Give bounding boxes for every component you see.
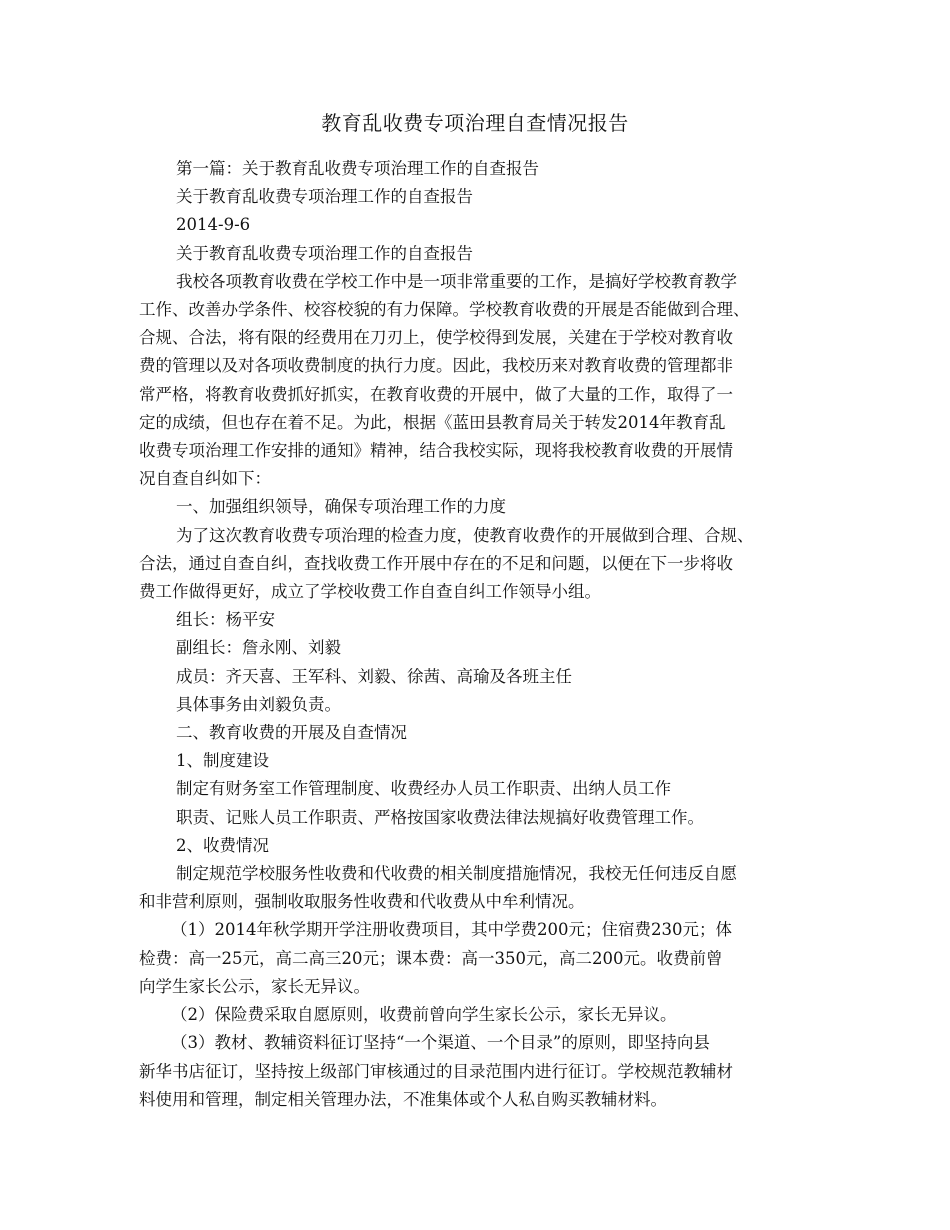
subsection-heading: 1、制度建设: [176, 751, 269, 771]
paragraph-line: 工作、改善办学条件、校容校貌的有力保障。学校教育收费的开展是否能做到合理、: [139, 300, 750, 320]
list-item-line: （3）教材、教辅资料征订坚持“一个渠道、一个目录”的原则，即坚持向县: [171, 1033, 710, 1053]
paragraph-line: 和非营利原则，强制收取服务性收费和代收费从中牟利情况。: [139, 892, 585, 912]
paragraph-line: 职责、记账人员工作职责、严格按国家收费法律法规搞好收费管理工作。: [176, 807, 704, 827]
paragraph-line: 向学生家长公示，家长无异议。: [139, 976, 370, 996]
members-line: 成员：齐天喜、王军科、刘毅、徐茜、高瑜及各班主任: [176, 666, 572, 686]
subsection-heading: 2、收费情况: [176, 835, 269, 855]
section-heading-part-one: 第一篇：关于教育乱收费专项治理工作的自查报告: [176, 159, 539, 178]
team-leader-line: 组长：杨平安: [176, 610, 275, 630]
paragraph-line: 新华书店征订，坚持按上级部门审核通过的目录范围内进行征订。学校规范教辅材: [139, 1061, 733, 1081]
paragraph-line: 为了这次教育收费专项治理的检查力度，使教育收费作的开展做到合理、合规、: [176, 525, 754, 545]
section-heading: 二、教育收费的开展及自查情况: [176, 723, 407, 743]
report-date: 2014-9-6: [176, 215, 251, 235]
paragraph-line: 定的成绩，但也存在着不足。为此，根据《蓝田县教育局关于转发2014年教育乱: [139, 412, 726, 432]
deputy-leader-line: 副组长：詹永刚、刘毅: [176, 638, 341, 658]
list-item-line: （2）保险费采取自愿原则，收费前曾向学生家长公示，家长无异议。: [171, 1005, 677, 1025]
report-heading: 关于教育乱收费专项治理工作的自查报告: [176, 243, 473, 263]
paragraph-line: 合法，通过自查自纠，查找收费工作开展中存在的不足和问题，以便在下一步将收: [139, 553, 733, 573]
paragraph-line: 况自查自纠如下：: [139, 469, 271, 489]
report-subtitle: 关于教育乱收费专项治理工作的自查报告: [176, 187, 473, 207]
paragraph-line: 合规、合法，将有限的经费用在刀刃上，使学校得到发展，关建在于学校对教育收: [139, 328, 733, 348]
document-body: [139, 155, 815, 1114]
paragraph-line: 收费专项治理工作安排的通知》精神，结合我校实际，现将我校教育收费的开展情: [139, 441, 733, 461]
section-heading: 一、加强组织领导，确保专项治理工作的力度: [176, 497, 506, 517]
responsibility-line: 具体事务由刘毅负责。: [176, 694, 341, 714]
paragraph-line: 我校各项教育收费在学校工作中是一项非常重要的工作，是搞好学校教育教学: [176, 271, 737, 291]
paragraph-line: 检费：高一25元，高二高三20元；课本费：高一350元，高二200元。收费前曾: [139, 948, 723, 968]
list-item-line: （1）2014年秋学期开学注册收费项目，其中学费200元；住宿费230元；体: [171, 920, 732, 940]
paragraph-line: 料使用和管理，制定相关管理办法，不准集体或个人私自购买教辅材料。: [139, 1089, 667, 1109]
paragraph-line: 制定规范学校服务性收费和代收费的相关制度措施情况，我校无任何违反自愿: [176, 864, 737, 884]
paragraph-line: 制定有财务室工作管理制度、收费经办人员工作职责、出纳人员工作: [176, 779, 671, 799]
paragraph-line: 费的管理以及对各项收费制度的执行力度。因此，我校历来对教育收费的管理都非: [139, 356, 733, 376]
document-title: 教育乱收费专项治理自查情况报告: [321, 111, 629, 135]
paragraph-line: 常严格，将教育收费抓好抓实，在教育收费的开展中，做了大量的工作，取得了一: [139, 384, 733, 404]
paragraph-line: 费工作做得更好，成立了学校收费工作自查自纠工作领导小组。: [139, 582, 601, 602]
